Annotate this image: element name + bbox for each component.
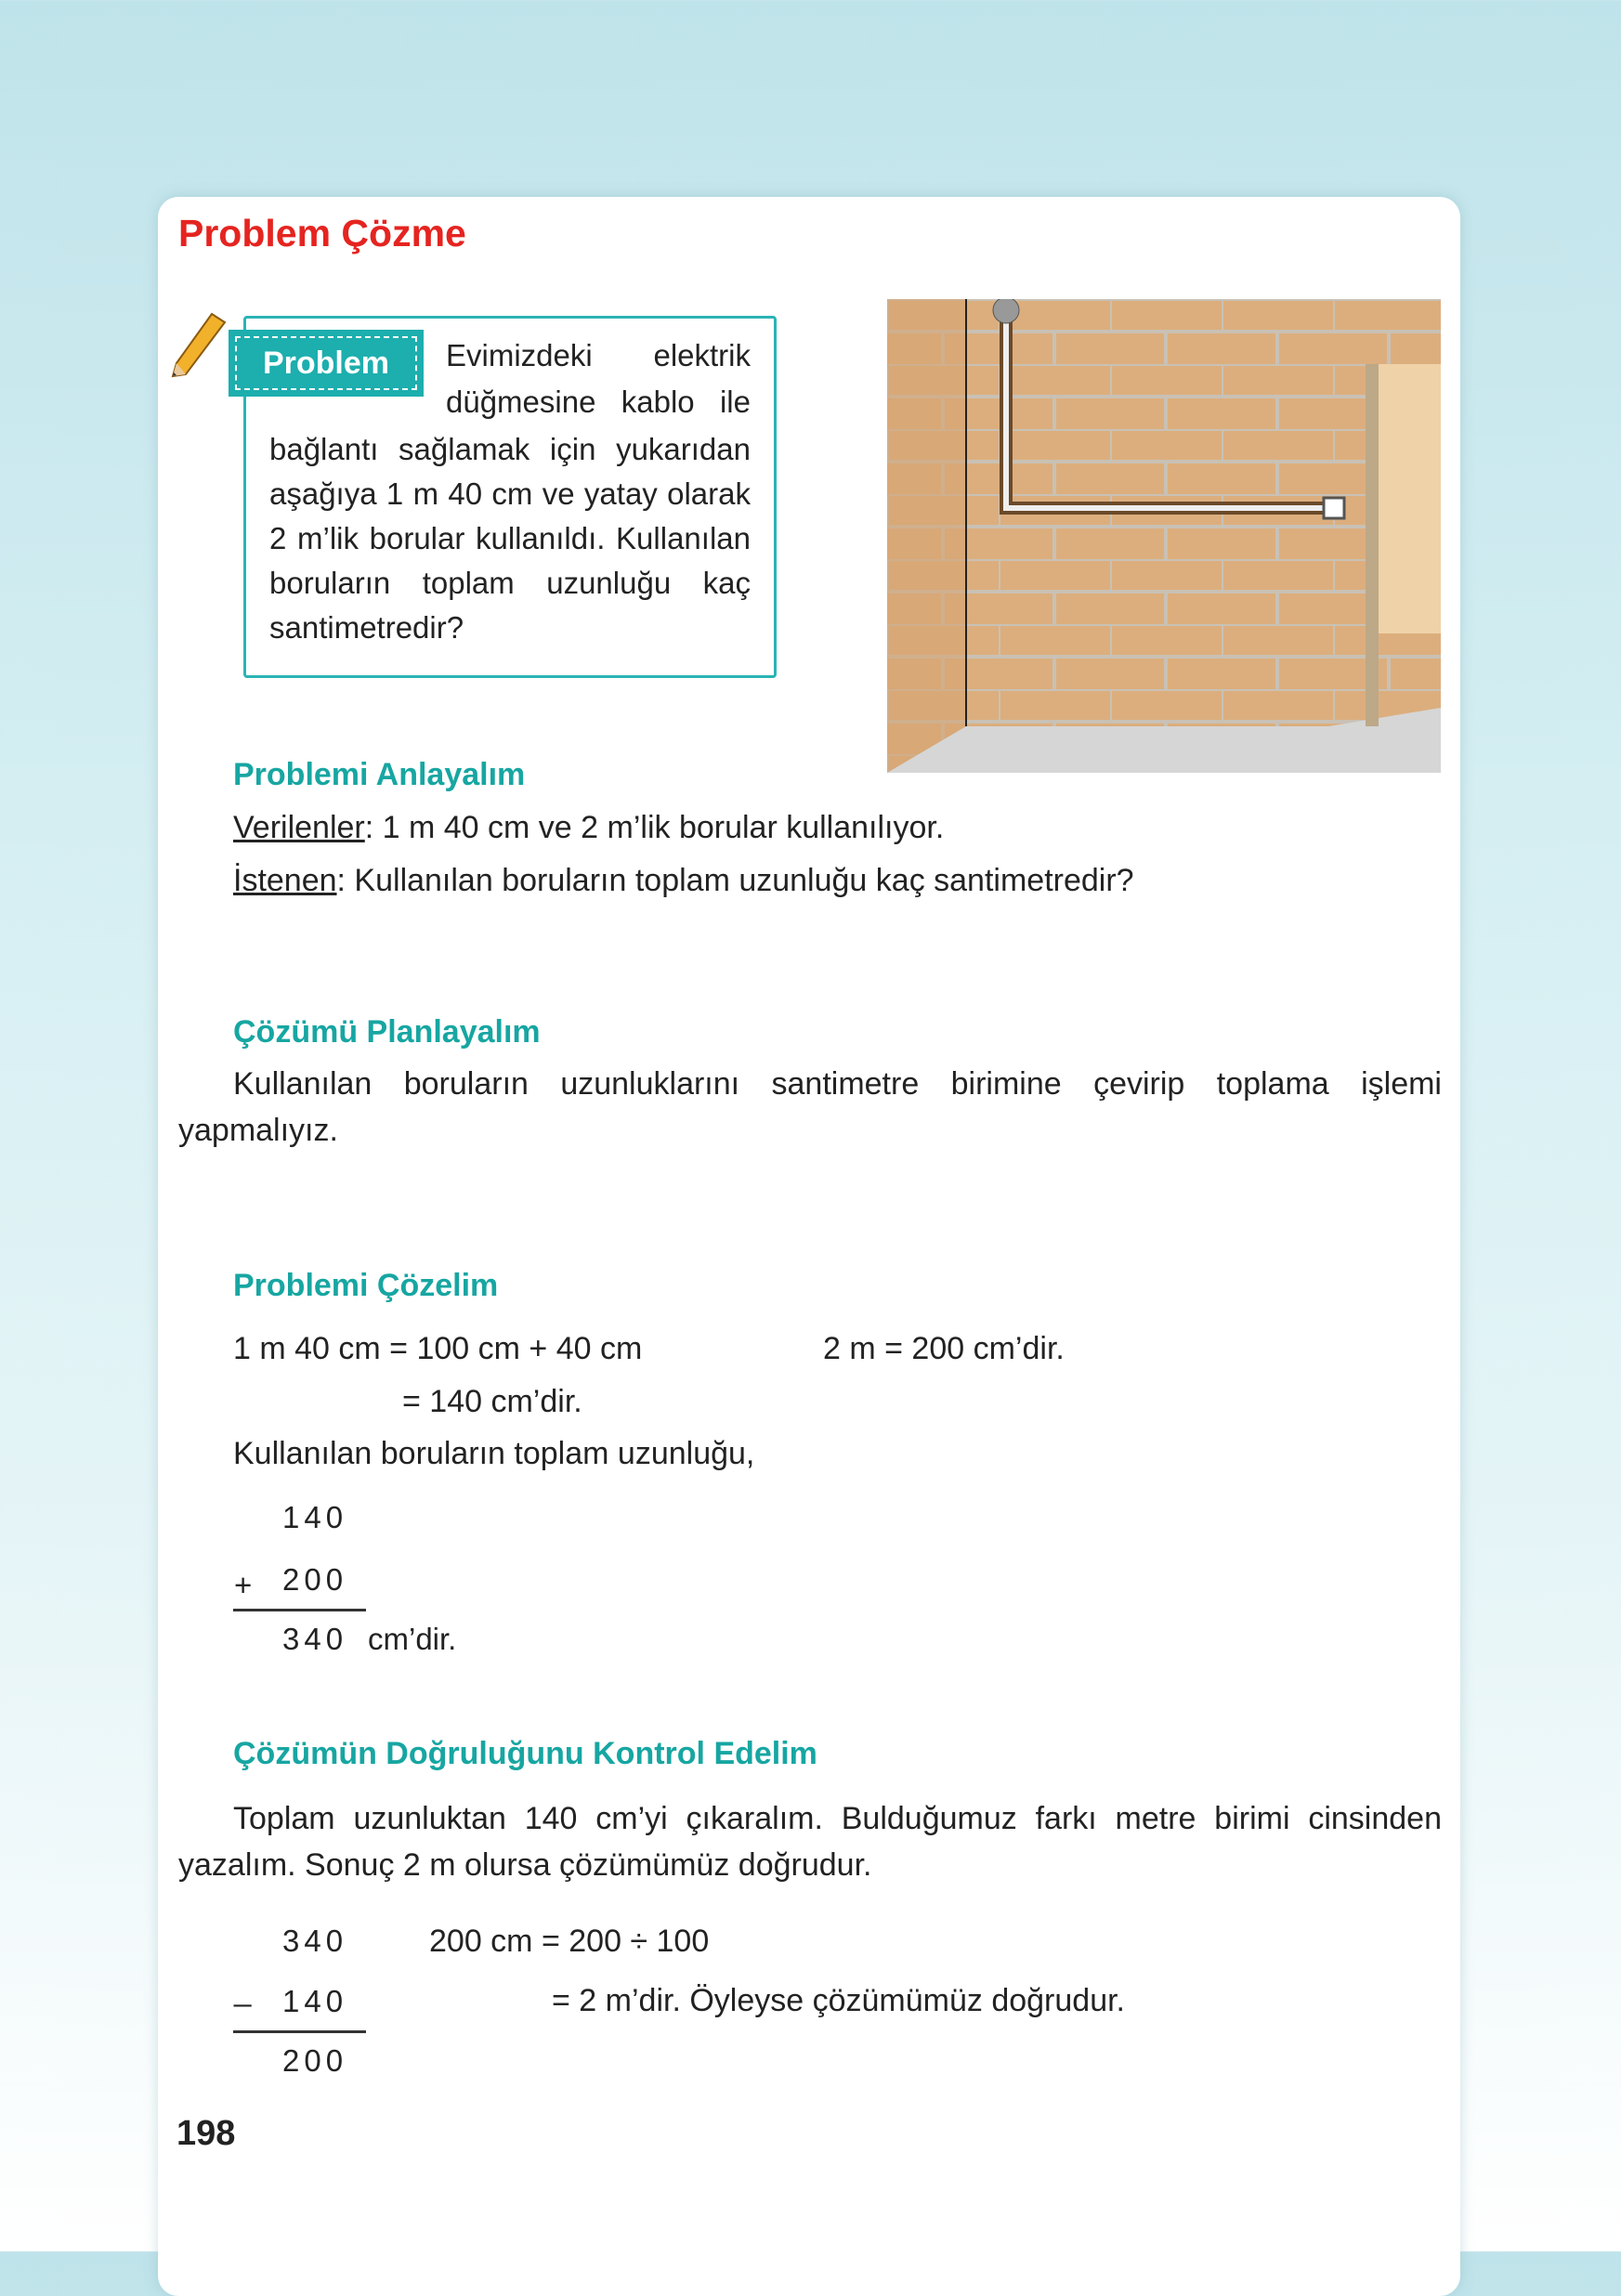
difference-line [233, 2030, 366, 2033]
problem-tag: Problem [229, 330, 424, 397]
given-label: Verilenler [233, 810, 365, 845]
given-text: : 1 m 40 cm ve 2 m’lik borular kullanılıyor. [364, 810, 945, 845]
problem-text-line: Evimizdeki elektrik [446, 338, 751, 372]
wall-pipe-illustration [887, 299, 1441, 773]
addend: 200 [282, 1562, 348, 1597]
difference-result: 200 [282, 2043, 348, 2078]
page-number: 198 [176, 2114, 236, 2153]
problem-text-line: düğmesine kablo ile [446, 385, 751, 419]
operator-minus: _ [234, 1973, 256, 2007]
equation-line: 2 m = 200 cm’dir. [823, 1331, 1065, 1366]
section-title: Problem Çözme [178, 212, 466, 254]
asked-label: İstenen [233, 863, 337, 898]
addend: 140 [282, 1500, 348, 1534]
equation-line: 1 m 40 cm = 100 cm + 40 cm [233, 1331, 643, 1366]
sum-line [233, 1609, 366, 1611]
solve-text: Kullanılan boruların toplam uzunluğu, [233, 1436, 755, 1471]
heading-check: Çözümün Doğruluğunu Kontrol Edelim [233, 1736, 817, 1771]
check-equation: = 2 m’dir. Öyleyse çözümümüz doğrudur. [552, 1983, 1125, 2018]
operator-plus: + [234, 1568, 257, 1602]
asked-text: : Kullanılan boruların toplam uzunluğu kaç santimetredir? [336, 863, 1134, 898]
check-equation: 200 cm = 200 ÷ 100 [429, 1924, 710, 1959]
minuend: 340 [282, 1924, 348, 1958]
heading-solve: Problemi Çözelim [233, 1268, 499, 1303]
plan-text: Kullanılan boruların uzunluklarını santimetre birimine çevirip toplama işlemi yapmalıyız. [178, 1066, 1442, 1148]
pencil-icon [165, 309, 230, 384]
equation-line: = 140 cm’dir. [402, 1384, 582, 1419]
sum-result: 340 [282, 1622, 348, 1656]
heading-understand: Problemi Anlayalım [233, 757, 526, 792]
sum-unit: cm’dir. [368, 1622, 457, 1656]
check-text: Toplam uzunluktan 140 cm’yi çıkaralım. Bulduğumuz farkı metre birimi cinsinden yazalım. Sonuç 2 m olursa çözümümüz doğrudur. [178, 1801, 1442, 1883]
subtrahend: 140 [282, 1984, 348, 2018]
heading-plan: Çözümü Planlayalım [233, 1014, 541, 1050]
problem-text: bağlantı sağlamak için yukarıdan aşağıya 1 m 40 cm ve yatay olarak 2 m’lik borular kullanıldı. Kullanılan boruların toplam uzunluğu kaç santimetredir? [269, 432, 751, 645]
